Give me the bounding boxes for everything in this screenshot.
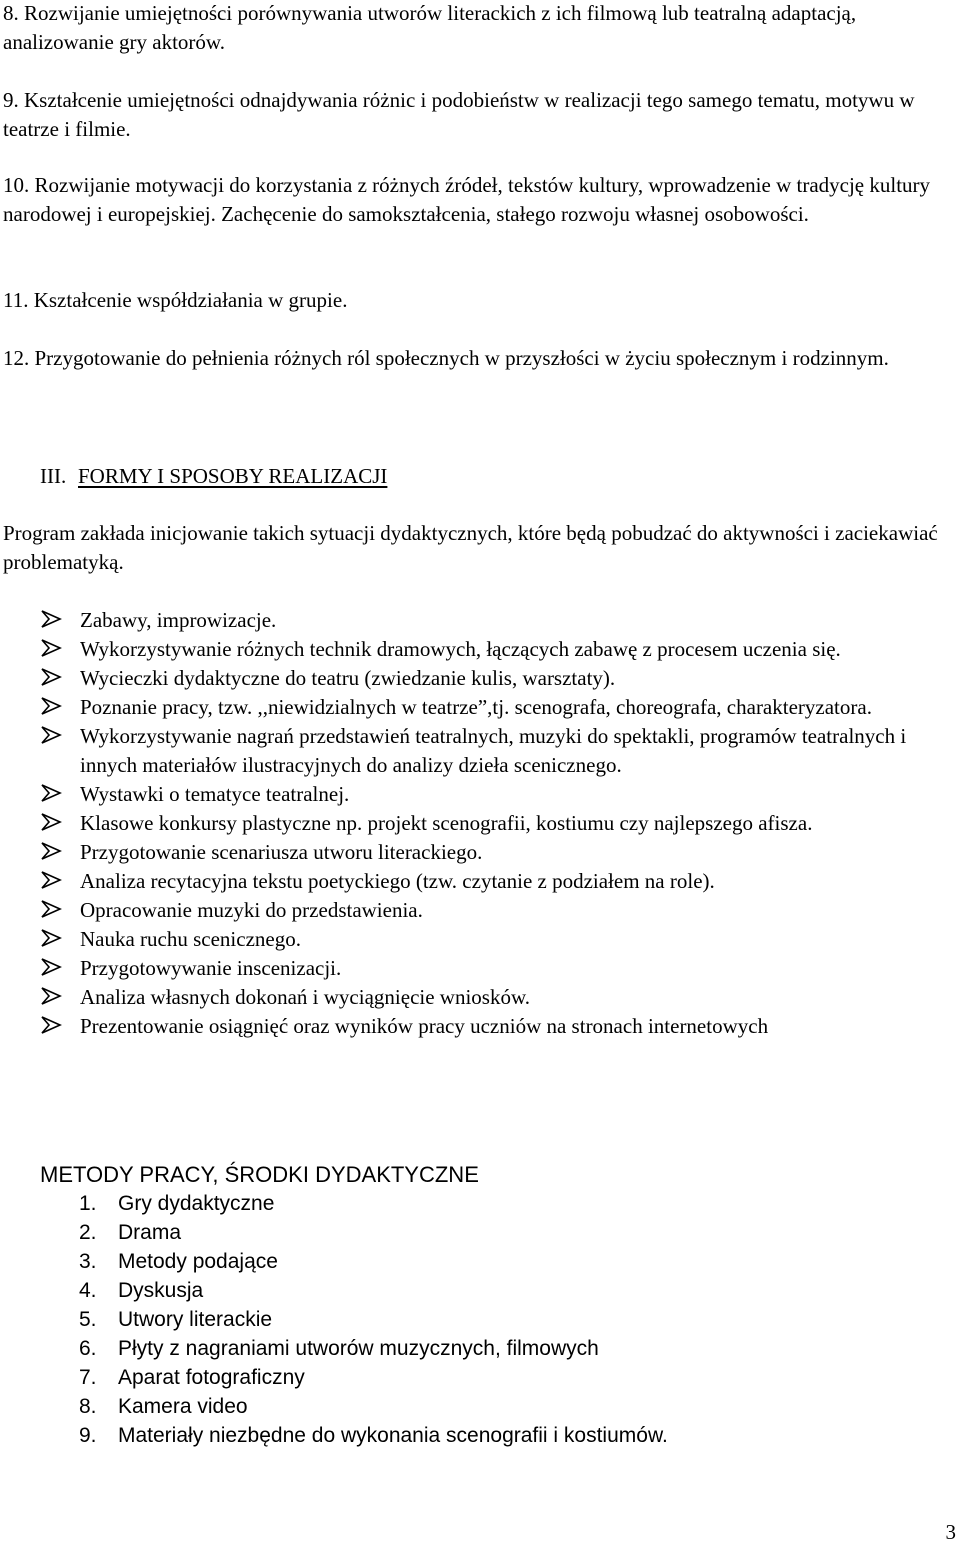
bullet-item <box>0 838 960 867</box>
bullet-item <box>0 664 960 693</box>
bullet-text: Wycieczki dydaktyczne do teatru (zwiedzanie kulis, warsztaty). <box>80 666 616 690</box>
bullet-item <box>0 722 960 780</box>
method-text: Gry dydaktyczne <box>118 1192 275 1215</box>
method-number: 4. <box>79 1279 97 1302</box>
bullet-item <box>0 983 960 1012</box>
arrowhead-bullet-icon <box>40 839 64 863</box>
arrowhead-bullet-icon <box>40 781 64 805</box>
bullet-text: Analiza własnych dokonań i wyciągnięcie wniosków. <box>80 985 531 1009</box>
method-text: Płyty z nagraniami utworów muzycznych, filmowych <box>118 1337 599 1360</box>
bullet-text: Wykorzystywanie różnych technik dramowych, łączących zabawę z procesem uczenia się. <box>80 637 841 661</box>
arrowhead-bullet-icon <box>40 868 64 892</box>
method-number: 7. <box>79 1366 97 1389</box>
arrowhead-bullet-icon <box>40 984 64 1008</box>
method-item <box>0 1218 668 1247</box>
method-text: Dyskusja <box>118 1279 204 1302</box>
method-item <box>0 1189 668 1218</box>
bullet-item <box>0 809 960 838</box>
method-item <box>0 1363 668 1392</box>
section-intro: Program zakłada inicjowanie takich sytuacji dydaktycznych, które będą pobudzać do aktywności i zaciekawiać problematyką. <box>3 521 938 574</box>
bullet-text: Klasowe konkursy plastyczne np. projekt scenografii, kostiumu czy najlepszego afisza. <box>80 811 813 835</box>
arrowhead-bullet-icon <box>40 607 64 631</box>
objective-9: 9. Kształcenie umiejętności odnajdywania różnic i podobieństw w realizacji tego samego tematu, motywu w teatrze i filmie. <box>3 88 915 141</box>
bullet-text: Przygotowywanie inscenizacji. <box>80 956 342 980</box>
method-text: Kamera video <box>118 1395 248 1418</box>
bullet-item <box>0 635 960 664</box>
bullet-text: Wykorzystywanie nagrań przedstawień teatralnych, muzyki do spektakli, programów teatralnych i innych materiałów ilustracyjnych do analizy dzieła scenicznego. <box>80 724 907 777</box>
method-text: Utwory literackie <box>118 1308 273 1331</box>
arrowhead-bullet-icon <box>40 723 64 747</box>
bullet-text: Nauka ruchu scenicznego. <box>80 927 301 951</box>
methods-list <box>0 1189 668 1450</box>
arrowhead-bullet-icon <box>40 810 64 834</box>
bullet-item <box>0 780 960 809</box>
forms-bullet-list <box>0 606 960 1041</box>
bullet-text: Przygotowanie scenariusza utworu literackiego. <box>80 840 483 864</box>
method-item <box>0 1421 668 1450</box>
section-heading <box>40 462 387 491</box>
method-number: 3. <box>79 1250 97 1273</box>
arrowhead-bullet-icon <box>40 926 64 950</box>
method-item <box>0 1276 668 1305</box>
bullet-item <box>0 925 960 954</box>
method-item <box>0 1305 668 1334</box>
bullet-text: Analiza recytacyjna tekstu poetyckiego (tzw. czytanie z podziałem na role). <box>80 869 715 893</box>
objective-11: 11. Kształcenie współdziałania w grupie. <box>3 288 348 312</box>
method-text: Materiały niezbędne do wykonania scenografii i kostiumów. <box>118 1424 668 1447</box>
bullet-item <box>0 693 960 722</box>
section-number: III. <box>40 464 67 488</box>
bullet-text: Poznanie pracy, tzw. ,,niewidzialnych w teatrze”,tj. scenografa, choreografa, charakteryzatora. <box>80 695 872 719</box>
bullet-text: Zabawy, improwizacje. <box>80 608 277 632</box>
arrowhead-bullet-icon <box>40 636 64 660</box>
method-number: 2. <box>79 1221 97 1244</box>
arrowhead-bullet-icon <box>40 694 64 718</box>
method-text: Aparat fotograficzny <box>118 1366 305 1389</box>
method-number: 6. <box>79 1337 97 1360</box>
method-item <box>0 1334 668 1363</box>
method-item <box>0 1247 668 1276</box>
method-number: 5. <box>79 1308 97 1331</box>
objective-10: 10. Rozwijanie motywacji do korzystania z różnych źródeł, tekstów kultury, wprowadzenie w tradycję kultury narodowej i europejskiej. Zachęcenie do samokształcenia, stałego rozwoju własnej osobowości. <box>3 173 931 226</box>
objective-12: 12. Przygotowanie do pełnienia różnych ról społecznych w przyszłości w życiu społecznym i rodzinnym. <box>3 346 889 370</box>
section-title: FORMY I SPOSOBY REALIZACJI <box>78 464 388 488</box>
method-number: 1. <box>79 1192 97 1215</box>
bullet-text: Prezentowanie osiągnięć oraz wyników pracy uczniów na stronach internetowych <box>80 1014 769 1038</box>
page-number: 3 <box>945 1520 956 1544</box>
method-text: Drama <box>118 1221 182 1244</box>
method-number: 9. <box>79 1424 97 1447</box>
arrowhead-bullet-icon <box>40 955 64 979</box>
bullet-item <box>0 954 960 983</box>
methods-heading: METODY PRACY, ŚRODKI DYDAKTYCZNE <box>40 1162 479 1187</box>
bullet-text: Opracowanie muzyki do przedstawienia. <box>80 898 423 922</box>
arrowhead-bullet-icon <box>40 897 64 921</box>
bullet-item <box>0 867 960 896</box>
bullet-text: Wystawki o tematyce teatralnej. <box>80 782 350 806</box>
bullet-item <box>0 896 960 925</box>
objective-8: 8. Rozwijanie umiejętności porównywania utworów literackich z ich filmową lub teatralną adaptacją, analizowanie gry aktorów. <box>3 1 857 54</box>
method-text: Metody podające <box>118 1250 278 1273</box>
arrowhead-bullet-icon <box>40 1013 64 1037</box>
method-item <box>0 1392 668 1421</box>
method-number: 8. <box>79 1395 97 1418</box>
bullet-item <box>0 606 960 635</box>
bullet-item <box>0 1012 960 1041</box>
arrowhead-bullet-icon <box>40 665 64 689</box>
